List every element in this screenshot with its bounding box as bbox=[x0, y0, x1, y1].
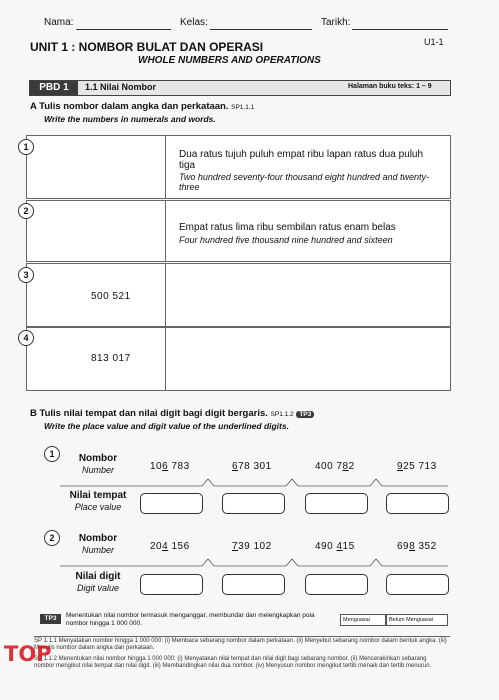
answer-cell-a4[interactable] bbox=[167, 328, 450, 390]
footer-divider bbox=[34, 636, 450, 637]
tarikh-field[interactable] bbox=[352, 29, 448, 30]
answer-cell-a1[interactable] bbox=[27, 136, 166, 198]
row-a4 bbox=[26, 327, 451, 391]
q1-answer-label: Nilai tempat bbox=[69, 490, 127, 501]
belum-menguasai-checkbox[interactable] bbox=[386, 614, 448, 626]
row-a1 bbox=[26, 135, 451, 199]
answer-cell-a2[interactable] bbox=[27, 201, 166, 261]
row-a3-number: 3 bbox=[18, 267, 34, 283]
unit-code: U1-1 bbox=[424, 37, 444, 47]
q2-label: Nombor bbox=[78, 533, 118, 544]
row-a3-numeral: 500 521 bbox=[91, 291, 131, 302]
section-a-title bbox=[30, 101, 254, 112]
section-b-title bbox=[30, 408, 314, 419]
q2-number-2: 739 102 bbox=[232, 541, 272, 552]
q1-answer-box-1[interactable] bbox=[140, 493, 203, 514]
footer-tp-badge: TP3 bbox=[40, 614, 61, 624]
q2-number-3: 490 415 bbox=[315, 541, 355, 552]
row-a2-en: Four hundred five thousand nine hundred and sixteen bbox=[179, 235, 393, 245]
row-a4-numeral: 813 017 bbox=[91, 353, 131, 364]
top-logo: TOP bbox=[4, 642, 52, 666]
section-b-tp-badge: TP3 bbox=[296, 411, 314, 418]
q2-answer-box-4[interactable] bbox=[386, 574, 449, 595]
q1-number: 1 bbox=[44, 446, 60, 462]
row-a1-ms: Dua ratus tujuh puluh empat ribu lapan ratus dua puluh tiga bbox=[179, 149, 424, 171]
nama-field[interactable] bbox=[76, 29, 171, 30]
nama-label: Nama: bbox=[44, 17, 74, 28]
answer-cell-a3[interactable] bbox=[167, 264, 450, 326]
section-a-subtitle: Write the numbers in numerals and words. bbox=[44, 114, 216, 124]
tarikh-label: Tarikh: bbox=[321, 17, 351, 28]
unit-title: UNIT 1 : NOMBOR BULAT DAN OPERASI bbox=[30, 40, 264, 54]
row-a3 bbox=[26, 263, 451, 327]
footer-sp2: SP 1.1.2 Menentukan nilai nombor hingga 1 000 000: (i) Menyatakan nilai tempat dan nilai digit bagi sebarang nombor. (ii) Mencerakinkan sebarang nombor mengikut nilai tempat dan nilai digit. (iii) Membandingkan nilai dua nombor. (iv) Menyusun nombor mengikut tertib menaik dan tertib menurun. bbox=[34, 656, 432, 669]
row-a2-ms: Empat ratus lima ribu sembilan ratus enam belas bbox=[179, 222, 396, 233]
pbd-bar bbox=[29, 80, 451, 96]
q2-answer-box-3[interactable] bbox=[305, 574, 368, 595]
q1-answer-box-3[interactable] bbox=[305, 493, 368, 514]
section-a-title-text: A Tulis nombor dalam angka dan perkataan. bbox=[30, 101, 229, 112]
footer-tp-text: Menentukan nilai nombor termasuk menganggar, membundar dan melengkapkan pola nombor hingga 1 000 000. bbox=[66, 612, 315, 627]
q2-answer-box-2[interactable] bbox=[222, 574, 285, 595]
q1-answer-box-4[interactable] bbox=[386, 493, 449, 514]
q1-divider-line bbox=[60, 476, 450, 490]
q2-number: 2 bbox=[44, 530, 60, 546]
pbd-topic: 1.1 Nilai Nombor bbox=[85, 82, 157, 92]
q2-label-en: Number bbox=[81, 545, 114, 555]
row-a2 bbox=[26, 200, 451, 262]
q1-number-3: 400 782 bbox=[315, 461, 355, 472]
pbd-badge: PBD 1 bbox=[30, 81, 78, 95]
q2-number-1: 204 156 bbox=[150, 541, 190, 552]
section-b-title-text: B Tulis nilai tempat dan nilai digit bagi digit bergaris. bbox=[30, 408, 268, 419]
q2-answer-label-en: Digit value bbox=[76, 583, 120, 593]
q1-number-2: 678 301 bbox=[232, 461, 272, 472]
q1-label-en: Number bbox=[81, 465, 114, 475]
menguasai-label: Menguasai bbox=[343, 617, 370, 623]
belum-menguasai-label: Belum Menguasai bbox=[389, 617, 434, 623]
q2-number-4: 698 352 bbox=[397, 541, 437, 552]
q1-label: Nombor bbox=[78, 453, 118, 464]
pbd-pages: Halaman buku teks: 1 – 9 bbox=[348, 83, 432, 90]
q1-answer-label-en: Place value bbox=[74, 502, 122, 512]
row-a2-number: 2 bbox=[18, 203, 34, 219]
section-b-sp: SP1.1.2 bbox=[270, 411, 294, 418]
q1-number-4: 925 713 bbox=[397, 461, 437, 472]
row-a4-number: 4 bbox=[18, 330, 34, 346]
footer-sp1: SP 1.1.1 Menyatakan nombor hingga 1 000 000: (i) Membaca sebarang nombor dalam perkataan. (ii) Menyebut sebarang nombor dalam bentuk angka. (iii) Menulis nombor dalam angka dan perkataan. bbox=[34, 638, 447, 651]
kelas-label: Kelas: bbox=[180, 17, 208, 28]
row-a1-en: Two hundred seventy-four thousand eight hundred and twenty-three bbox=[179, 172, 429, 192]
section-b-subtitle: Write the place value and digit value of the underlined digits. bbox=[44, 421, 289, 431]
unit-title-en: WHOLE NUMBERS AND OPERATIONS bbox=[138, 55, 321, 66]
q2-divider-line bbox=[60, 556, 450, 570]
q2-answer-label: Nilai digit bbox=[75, 571, 121, 582]
kelas-field[interactable] bbox=[210, 29, 312, 30]
menguasai-checkbox[interactable] bbox=[340, 614, 386, 626]
q1-answer-box-2[interactable] bbox=[222, 493, 285, 514]
q2-answer-box-1[interactable] bbox=[140, 574, 203, 595]
q1-number-1: 106 783 bbox=[150, 461, 190, 472]
section-a-sp: SP1.1.1 bbox=[231, 104, 255, 111]
row-a1-number: 1 bbox=[18, 139, 34, 155]
